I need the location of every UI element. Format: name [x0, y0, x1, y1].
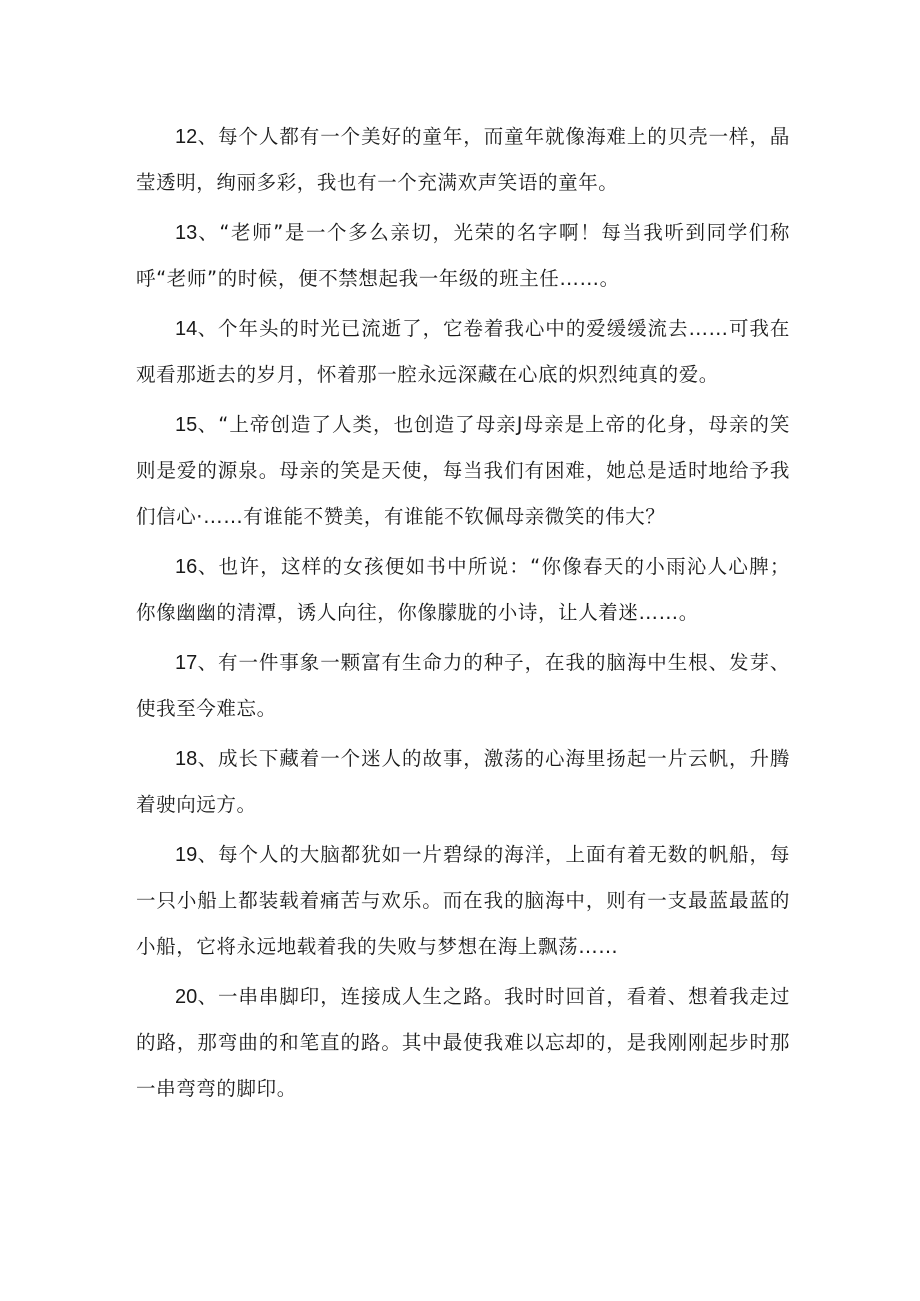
- paragraph-number: 14: [175, 318, 198, 340]
- paragraph-text: 、“上帝创造了人类，也创造了母亲J母亲是上帝的化身，母亲的笑则是爱的源泉。母亲的笑是天使，每当我们有困难，她总是适时地给予我们信心·……有谁能不赞美，有谁能不钦佩母亲微笑的伟大？: [136, 413, 790, 528]
- paragraph-number: 15: [175, 414, 198, 436]
- paragraph-number: 20: [175, 986, 198, 1008]
- paragraph-17: [136, 640, 790, 732]
- paragraph-text: 、“老师”是一个多么亲切，光荣的名字啊！每当我听到同学们称呼“老师”的时候，便不禁想起我一年级的班主任……。: [136, 221, 790, 290]
- paragraph-number: 17: [175, 652, 198, 674]
- paragraph-text: 、每个人都有一个美好的童年，而童年就像海难上的贝壳一样，晶莹透明，绚丽多彩，我也有一个充满欢声笑语的童年。: [136, 125, 790, 194]
- paragraph-number: 18: [175, 748, 198, 770]
- paragraph-16: [136, 544, 790, 636]
- paragraph-12: [136, 114, 790, 206]
- paragraph-text: 、也许，这样的女孩便如书中所说：“你像春天的小雨沁人心脾；你像幽幽的清潭，诱人向往，你像朦胧的小诗，让人着迷……。: [136, 555, 790, 624]
- paragraph-text: 、每个人的大脑都犹如一片碧绿的海洋，上面有着无数的帆船，每一只小船上都装载着痛苦与欢乐。而在我的脑海中，则有一支最蓝最蓝的小船，它将永远地载着我的失败与梦想在海上飘荡……: [136, 843, 790, 958]
- paragraph-number: 19: [175, 844, 198, 866]
- document-body: [136, 114, 790, 1116]
- paragraph-13: [136, 210, 790, 302]
- paragraph-text: 、个年头的时光已流逝了，它卷着我心中的爱缓缓流去……可我在观看那逝去的岁月，怀着那一腔永远深藏在心底的炽烈纯真的爱。: [136, 317, 790, 386]
- paragraph-text: 、有一件事象一颗富有生命力的种子，在我的脑海中生根、发芽、使我至今难忘。: [136, 651, 790, 720]
- paragraph-number: 16: [175, 556, 198, 578]
- paragraph-20: [136, 974, 790, 1112]
- paragraph-14: [136, 306, 790, 398]
- paragraph-number: 12: [175, 126, 198, 148]
- paragraph-text: 、一串串脚印，连接成人生之路。我时时回首，看着、想着我走过的路，那弯曲的和笔直的路。其中最使我难以忘却的，是我刚刚起步时那一串弯弯的脚印。: [136, 985, 790, 1100]
- paragraph-19: [136, 832, 790, 970]
- paragraph-text: 、成长下藏着一个迷人的故事，激荡的心海里扬起一片云帆，升腾着驶向远方。: [136, 747, 790, 816]
- paragraph-15: [136, 402, 790, 540]
- paragraph-18: [136, 736, 790, 828]
- paragraph-number: 13: [175, 222, 198, 244]
